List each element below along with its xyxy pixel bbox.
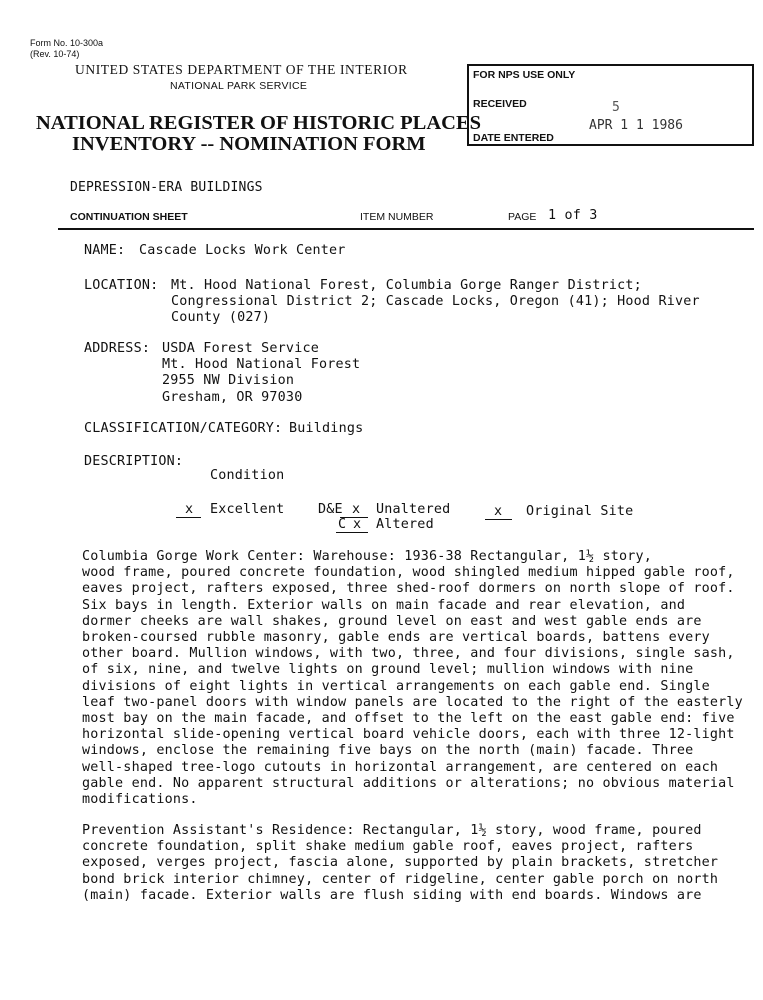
paragraph-line: exposed, verges project, fascia alone, supported by plain brackets, stretcher bbox=[82, 855, 719, 871]
received-stamp: 5 bbox=[612, 100, 620, 115]
location-line: County (027) bbox=[171, 310, 271, 326]
unaltered-checkmark: x bbox=[352, 502, 361, 517]
continuation-sheet-label: CONTINUATION SHEET bbox=[70, 211, 188, 223]
paragraph-line: Six bays in length. Exterior walls on main facade and rear elevation, and bbox=[82, 597, 686, 613]
altered-blank bbox=[336, 532, 368, 533]
item-number-label: ITEM NUMBER bbox=[360, 211, 434, 223]
page-label: PAGE bbox=[508, 211, 537, 223]
paragraph-line: divisions of eight lights in vertical arrangements on each gable end. Single bbox=[82, 678, 710, 694]
name-value: Cascade Locks Work Center bbox=[139, 243, 346, 258]
classification-value: Buildings bbox=[289, 421, 364, 436]
condition-label: Condition bbox=[210, 468, 285, 483]
paragraph-line: leaf two-panel doors with window panels are located to the right of the easterly bbox=[82, 694, 743, 710]
altered-label: Altered bbox=[376, 517, 434, 532]
paragraph-line: modifications. bbox=[82, 792, 198, 808]
original-site-label: Original Site bbox=[526, 504, 634, 519]
service-name: NATIONAL PARK SERVICE bbox=[170, 80, 308, 92]
date-entered-label: DATE ENTERED bbox=[473, 132, 554, 144]
description-label: DESCRIPTION: bbox=[84, 454, 184, 469]
form-revision: (Rev. 10-74) bbox=[30, 49, 80, 59]
paragraph-line: well-shaped tree-logo cutouts in horizontal arrangement, are centered on each bbox=[82, 759, 719, 775]
classification-label: CLASSIFICATION/CATEGORY: bbox=[84, 421, 283, 436]
address-label: ADDRESS: bbox=[84, 341, 151, 356]
nps-box-title: FOR NPS USE ONLY bbox=[473, 69, 576, 81]
residence-description bbox=[82, 823, 718, 904]
name-label: NAME: bbox=[84, 243, 126, 258]
paragraph-line: dormer cheeks are wall shakes, ground level on east and west gable ends are bbox=[82, 613, 702, 629]
sheet-divider bbox=[58, 228, 754, 230]
date-entered-stamp: APR 1 1 1986 bbox=[589, 118, 683, 133]
address-line: Mt. Hood National Forest bbox=[162, 357, 361, 373]
department-name: UNITED STATES DEPARTMENT OF THE INTERIOR bbox=[75, 62, 408, 77]
form-title-line1: NATIONAL REGISTER OF HISTORIC PLACES bbox=[36, 112, 482, 134]
document-group: DEPRESSION-ERA BUILDINGS bbox=[70, 180, 263, 195]
location-line: Mt. Hood National Forest, Columbia Gorge Ranger District; bbox=[171, 278, 642, 293]
paragraph-line: Columbia Gorge Work Center: Warehouse: 1936-38 Rectangular, 1½ story, bbox=[82, 549, 653, 564]
location-value bbox=[171, 278, 700, 327]
nps-use-box bbox=[467, 64, 754, 146]
excellent-label: Excellent bbox=[210, 502, 285, 517]
page-value: 1 of 3 bbox=[548, 208, 598, 223]
excellent-checkmark: x bbox=[185, 502, 194, 517]
paragraph-line: other board. Mullion windows, with two, three, and four divisions, single sash, bbox=[82, 646, 735, 662]
paragraph-line: of six, nine, and twelve lights on ground level; mullion windows with nine bbox=[82, 662, 694, 678]
altered-prefix: C bbox=[338, 517, 347, 532]
paragraph-line: (main) facade. Exterior walls are flush siding with end boards. Windows are bbox=[82, 887, 702, 903]
received-label: RECEIVED bbox=[473, 98, 527, 110]
address-line: USDA Forest Service bbox=[162, 341, 319, 356]
paragraph-line: wood frame, poured concrete foundation, wood shingled medium hipped gable roof, bbox=[82, 565, 735, 581]
warehouse-description bbox=[82, 549, 743, 808]
unaltered-prefix: D&E bbox=[318, 502, 343, 517]
paragraph-line: eaves project, rafters exposed, three shed-roof dormers on north slope of roof. bbox=[82, 581, 735, 597]
unaltered-label: Unaltered bbox=[376, 502, 451, 517]
paragraph-line: Prevention Assistant's Residence: Rectangular, 1½ story, wood frame, poured bbox=[82, 823, 702, 838]
paragraph-line: most bay on the main facade, and offset to the left on the east gable end: five bbox=[82, 711, 735, 727]
original-site-blank bbox=[485, 519, 512, 520]
location-line: Congressional District 2; Cascade Locks, Oregon (41); Hood River bbox=[171, 294, 700, 310]
original-site-checkmark: x bbox=[494, 504, 503, 519]
paragraph-line: windows, enclose the remaining five bays on the north (main) facade. Three bbox=[82, 743, 694, 759]
paragraph-line: broken-coursed rubble masonry, gable ends are vertical boards, battens every bbox=[82, 630, 710, 646]
altered-checkmark: x bbox=[353, 517, 362, 532]
address-value bbox=[162, 341, 360, 406]
address-line: 2955 NW Division bbox=[162, 373, 295, 389]
location-label: LOCATION: bbox=[84, 278, 159, 293]
paragraph-line: horizontal slide-opening vertical board vehicle doors, each with three 12-light bbox=[82, 727, 735, 743]
paragraph-line: gable end. No apparent structural additions or alterations; no obvious material bbox=[82, 775, 735, 791]
form-number: Form No. 10-300a bbox=[30, 38, 104, 48]
paragraph-line: concrete foundation, split shake medium gable roof, eaves project, rafters bbox=[82, 839, 694, 855]
address-line: Gresham, OR 97030 bbox=[162, 389, 303, 405]
form-title-line2: INVENTORY -- NOMINATION FORM bbox=[72, 133, 426, 155]
paragraph-line: bond brick interior chimney, center of ridgeline, center gable porch on north bbox=[82, 871, 719, 887]
excellent-blank bbox=[176, 517, 201, 518]
